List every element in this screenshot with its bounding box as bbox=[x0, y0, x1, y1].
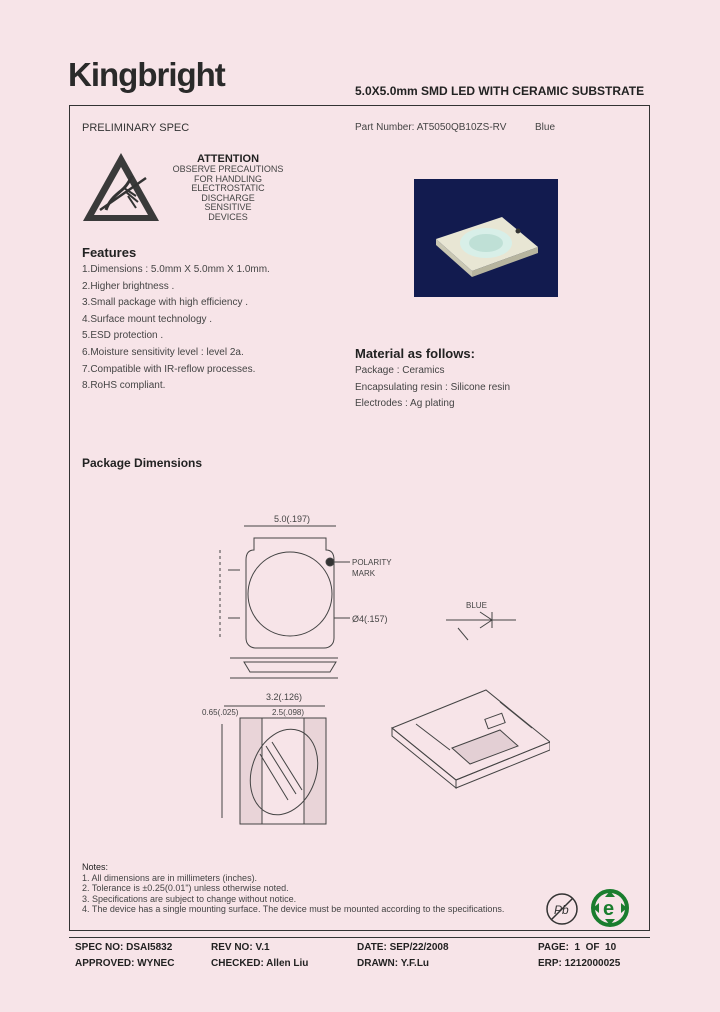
features-list bbox=[82, 262, 270, 395]
list-item: 8.RoHS compliant. bbox=[82, 380, 166, 392]
top-dimension-label: 5.0(.197) bbox=[274, 514, 311, 524]
attention-block bbox=[168, 153, 288, 223]
rohs-eco-icon bbox=[589, 887, 631, 929]
document-title: 5.0X5.0mm SMD LED WITH CERAMIC SUBSTRATE bbox=[355, 84, 645, 98]
attention-line: SENSITIVE bbox=[204, 202, 252, 213]
mid-dimension-label: 2.5(.098) bbox=[272, 708, 305, 717]
notes-list bbox=[82, 873, 504, 915]
footer-divider bbox=[69, 937, 650, 938]
list-item: 6.Moisture sensitivity level : level 2a. bbox=[82, 346, 244, 358]
list-item: 1. All dimensions are in millimeters (inches). bbox=[82, 872, 258, 883]
list-item: 2. Tolerance is ±0.25(0.01") unless otherwise noted. bbox=[82, 883, 289, 894]
notes-title: Notes: bbox=[82, 862, 109, 872]
part-number: Part Number: AT5050QB10ZS-RV bbox=[355, 122, 507, 133]
drawn-by: DRAWN: Y.F.Lu bbox=[357, 958, 430, 969]
features-title: Features bbox=[82, 245, 137, 260]
attention-title: ATTENTION bbox=[196, 153, 260, 165]
brand-logo: Kingbright bbox=[68, 56, 225, 93]
attention-line: ELECTROSTATIC bbox=[191, 183, 265, 194]
material-title: Material as follows: bbox=[355, 346, 475, 361]
rohs-label: e bbox=[603, 898, 615, 920]
width-dimension-label: 3.2(.126) bbox=[266, 692, 303, 702]
list-item: 2.Higher brightness . bbox=[82, 280, 175, 292]
list-item: Package : Ceramics bbox=[355, 365, 445, 376]
led-color: Blue bbox=[535, 122, 556, 133]
spec-status: PRELIMINARY SPEC bbox=[82, 122, 190, 134]
pb-free-icon bbox=[543, 890, 581, 928]
polarity-label: MARK bbox=[352, 569, 376, 578]
list-item: Electrodes : Ag plating bbox=[355, 398, 455, 410]
pb-free-label: Pb bbox=[554, 903, 569, 917]
list-item: 4. The device has a single mounting surface. The device must be mounted according to the specifications. bbox=[82, 904, 505, 915]
approved-by: APPROVED: WYNEC bbox=[75, 958, 175, 969]
spec-number: SPEC NO: DSAI5832 bbox=[75, 942, 173, 953]
package-dimensions-title: Package Dimensions bbox=[82, 456, 203, 470]
left-dimension-label: 0.65(.025) bbox=[202, 708, 239, 717]
material-list bbox=[355, 363, 510, 413]
list-item: 3.Small package with high efficiency . bbox=[82, 297, 249, 309]
attention-line: FOR HANDLING bbox=[193, 173, 262, 184]
product-photo bbox=[414, 179, 558, 297]
attention-line: OBSERVE PRECAUTIONS bbox=[172, 164, 284, 174]
checked-by: CHECKED: Allen Liu bbox=[211, 958, 309, 969]
revision-number: REV NO: V.1 bbox=[211, 942, 270, 953]
page-indicator: PAGE: 1 OF 10 bbox=[538, 942, 617, 953]
list-item: 7.Compatible with IR-reflow processes. bbox=[82, 363, 256, 375]
erp-number: ERP: 1212000025 bbox=[538, 958, 621, 969]
list-item: 3. Specifications are subject to change without notice. bbox=[82, 893, 297, 904]
list-item: 5.ESD protection . bbox=[82, 330, 164, 342]
document-date: DATE: SEP/22/2008 bbox=[357, 942, 449, 953]
package-dimensions-drawing bbox=[200, 510, 550, 840]
esd-warning-icon bbox=[80, 150, 162, 224]
diameter-label: Ø4(.157) bbox=[352, 614, 388, 624]
blue-label: BLUE bbox=[466, 601, 487, 610]
attention-line: DEVICES bbox=[208, 211, 248, 222]
attention-line: DISCHARGE bbox=[201, 192, 255, 203]
list-item: Encapsulating resin : Silicone resin bbox=[355, 381, 511, 393]
list-item: 1.Dimensions : 5.0mm X 5.0mm X 1.0mm. bbox=[82, 264, 270, 275]
polarity-label: POLARITY bbox=[352, 558, 392, 567]
led-photo-illustration bbox=[414, 179, 558, 297]
notes bbox=[82, 862, 504, 915]
list-item: 4.Surface mount technology . bbox=[82, 313, 213, 325]
